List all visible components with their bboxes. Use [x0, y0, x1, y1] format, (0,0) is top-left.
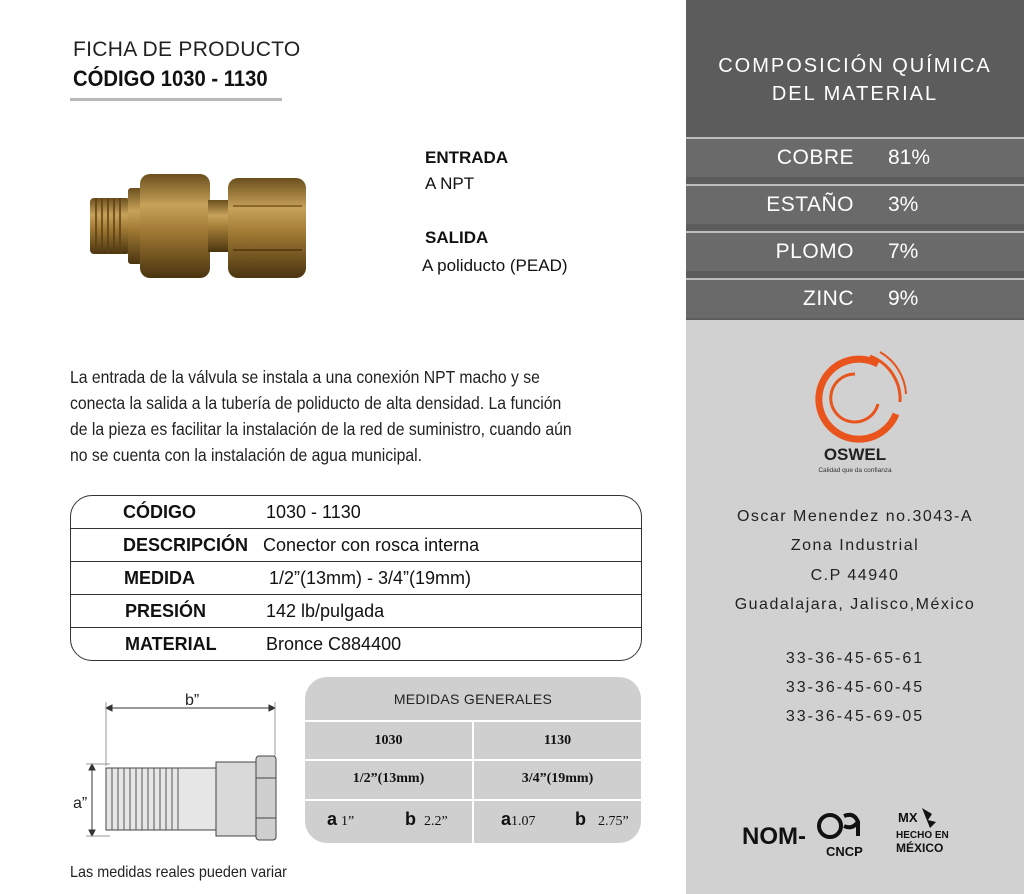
element-name: ESTAÑO [766, 193, 854, 216]
composition-row-lead [686, 231, 1024, 271]
spec-key: PRESIÓN [125, 601, 207, 621]
svg-text:OSWEL: OSWEL [823, 445, 887, 464]
spec-value: Bronce C884400 [266, 634, 402, 654]
address-street: Oscar Menendez no.3043-A [736, 508, 974, 525]
element-name: PLOMO [775, 240, 854, 263]
element-percent: 81% [888, 146, 931, 169]
element-percent: 7% [888, 240, 919, 263]
outlet-value: A poliducto (PEAD) [422, 256, 568, 275]
svg-text:Calidad que da confianza: Calidad que da confianza [818, 467, 892, 474]
model-code-1130: 1130 [543, 733, 572, 748]
svg-text:HECHO EN: HECHO EN [896, 830, 949, 841]
inlet-label: ENTRADA [425, 148, 509, 167]
dim-a-label: a” [73, 795, 88, 812]
address-zone: Zona Industrial [790, 537, 920, 554]
element-name: ZINC [803, 287, 854, 310]
phone-number[interactable]: 33-36-45-69-05 [785, 708, 925, 725]
certification-marks [740, 800, 970, 860]
dim-b-label: b” [185, 692, 200, 709]
spec-key: MEDIDA [124, 568, 195, 588]
spec-value: 1030 - 1130 [266, 502, 361, 522]
address-city: Guadalajara, Jalisco,México [734, 596, 976, 613]
spec-row-code [71, 496, 641, 529]
address-postal: C.P 44940 [810, 567, 900, 584]
composition-row-zinc [686, 278, 1024, 318]
dim-a-1030: a 1” [327, 809, 355, 829]
general-measures-table [305, 677, 641, 843]
model-size-1030: 1/2”(13mm) [352, 771, 425, 786]
svg-text:MÉXICO: MÉXICO [896, 841, 944, 855]
spec-table [70, 495, 642, 661]
spec-key: MATERIAL [125, 634, 217, 654]
dim-a-1130: a1.07 [501, 809, 536, 829]
phone-number[interactable]: 33-36-45-60-45 [785, 679, 925, 696]
inlet-value: A NPT [425, 174, 475, 193]
outlet-label: SALIDA [425, 228, 489, 247]
product-photo [88, 166, 310, 288]
phone-number[interactable]: 33-36-45-65-61 [785, 650, 925, 667]
product-code-heading: CÓDIGO 1030 - 1130 [73, 66, 268, 91]
element-name: COBRE [776, 146, 854, 169]
measure-disclaimer: Las medidas reales pueden variar [70, 864, 287, 881]
svg-text:CNCP: CNCP [826, 844, 863, 859]
composition-row-copper [686, 137, 1024, 177]
composition-title: COMPOSICIÓN QUÍMICA DEL MATERIAL [718, 55, 992, 105]
product-description: La entrada de la válvula se instala a una conexión NPT macho y se conecta la salida a la tubería de poliducto de alta densidad. La función de la pieza es facilitar la instalación de la red de suministro, cuando aún no se cuenta con la instalación de agua municipal. [70, 367, 572, 465]
composition-row-tin [686, 184, 1024, 224]
dimension-drawing [70, 686, 290, 846]
element-percent: 3% [888, 193, 919, 216]
spec-row-material [71, 628, 641, 661]
dim-b-1030: b 2.2” [405, 809, 448, 829]
spec-value: 142 lb/pulgada [266, 601, 385, 621]
measures-title: MEDIDAS GENERALES [393, 691, 553, 707]
spec-value: 1/2”(13mm) - 3/4”(19mm) [269, 568, 472, 588]
spec-row-pressure [71, 595, 641, 628]
spec-key: CÓDIGO [123, 502, 197, 522]
sheet-title: FICHA DE PRODUCTO [73, 38, 301, 61]
svg-text:NOM-: NOM- [742, 823, 807, 850]
spec-row-size [71, 562, 641, 595]
element-percent: 9% [888, 287, 919, 310]
model-size-1130: 3/4”(19mm) [521, 771, 594, 786]
model-code-1030: 1030 [374, 733, 403, 748]
spec-key: DESCRIPCIÓN [123, 535, 249, 555]
dim-b-1130: b 2.75” [575, 809, 629, 829]
spec-value: Conector con rosca interna [263, 535, 480, 555]
spec-row-description [71, 529, 641, 562]
svg-text:MX: MX [898, 810, 918, 825]
oswel-logo [800, 344, 910, 478]
header-divider [70, 98, 282, 101]
